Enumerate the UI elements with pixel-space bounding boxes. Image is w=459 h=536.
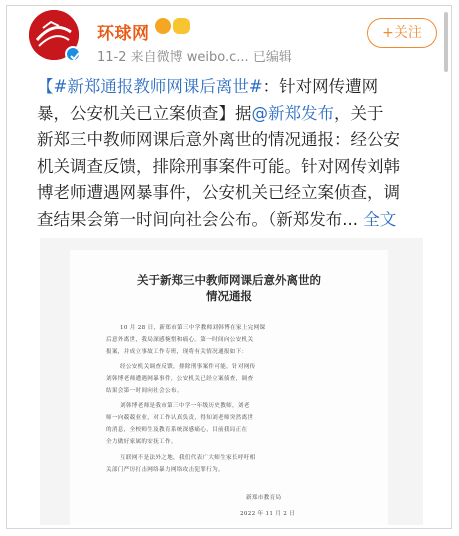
document-body-line: 关部门严厉打击网络暴力网络攻击犯罪行为。 [106,467,224,473]
document-body-line: 后意外离世，我局深感惋惜和痛心。第一时间向公安机关 [106,337,254,343]
scrollbar[interactable] [444,12,448,72]
document-body-line: 互联网不是法外之地，我们代表广大师生家长呼吁相 [120,455,256,461]
weibo-post-card [6,5,452,529]
post-text-segment: 新郑三中教师网课后意外离世的情况通报：经公安 [37,130,400,149]
post-date: 11-2 [97,50,127,65]
post-text-segment: 暴，公安机关已立案侦查】据 [37,103,252,123]
document-body-line: 10 月 28 日，新郑市第三中学教师刘韩博在家上完网课 [120,325,266,331]
emoji-badge-icon [173,18,190,34]
document-title-line-1: 关于新郑三中教师网课后意外离世的 [137,273,321,287]
verified-badge-icon [65,46,81,62]
follow-button[interactable]: +关注 [367,18,437,48]
document-body-line: 刘韩博老师遭遇网暴事件，公安机关已经立案侦查，调查 [106,376,254,382]
avatar[interactable] [29,10,79,60]
document-body-line: 师一向兢兢业业，对工作认真负责，得知刘老师突然离世 [106,415,254,421]
post-text-line [37,207,447,234]
post-text-segment: ：针对网传遭网 [262,77,379,96]
document-body-line: 结果会第一时间向社会公布。 [106,388,183,394]
notice-document [70,250,388,525]
post-link[interactable]: 【#新郑通报教师网课后离世# [37,77,263,96]
post-text-segment: 机关调查反馈，排除刑事案件可能。针对网传刘韩 [37,156,400,176]
crown-badge-icon [155,18,171,34]
document-body-line: 全力做好家属的安抚工作。 [106,439,177,445]
post-text-line [37,127,447,154]
document-date: 2022 年 11 月 2 日 [240,511,296,517]
post-text-segment: 博老师遭遇网暴事件，公安机关已经立案侦查，调 [37,183,400,202]
post-text-line [37,101,447,128]
document-body-line: 刘韩博老师是我市第三中学一年级历史教师，刘老 [120,403,250,409]
document-body-line: 的消息，全校师生及教育系统深感痛心，目前我局正在 [106,427,248,433]
document-body-line: 经公安机关调查反馈，排除刑事案件可能。针对网传 [120,364,256,370]
post-text-line [37,154,447,181]
attached-image[interactable] [40,238,423,525]
post-text-line [37,180,447,207]
account-name[interactable]: 环球网 [97,24,150,44]
post-source[interactable]: 来自微博 weibo.c... [130,50,249,65]
post-link[interactable]: @新郑发布 [251,103,334,123]
post-text-segment: 查结果会第一时间向社会公布。（新郑发布... [37,209,358,229]
post-meta [97,46,292,65]
edited-label: 已编辑 [252,50,292,65]
post-link[interactable]: 全文 [358,209,397,229]
document-signature: 新郑市教育局 [246,495,282,501]
document-title-line-2: 情况通报 [206,289,252,303]
post-text-line [37,74,447,101]
post-text-segment: ，关于 [334,103,384,123]
post-text [37,74,447,233]
document-body-line: 报案，并成立事故工作专班，现将有关情况通报如下： [106,349,248,355]
